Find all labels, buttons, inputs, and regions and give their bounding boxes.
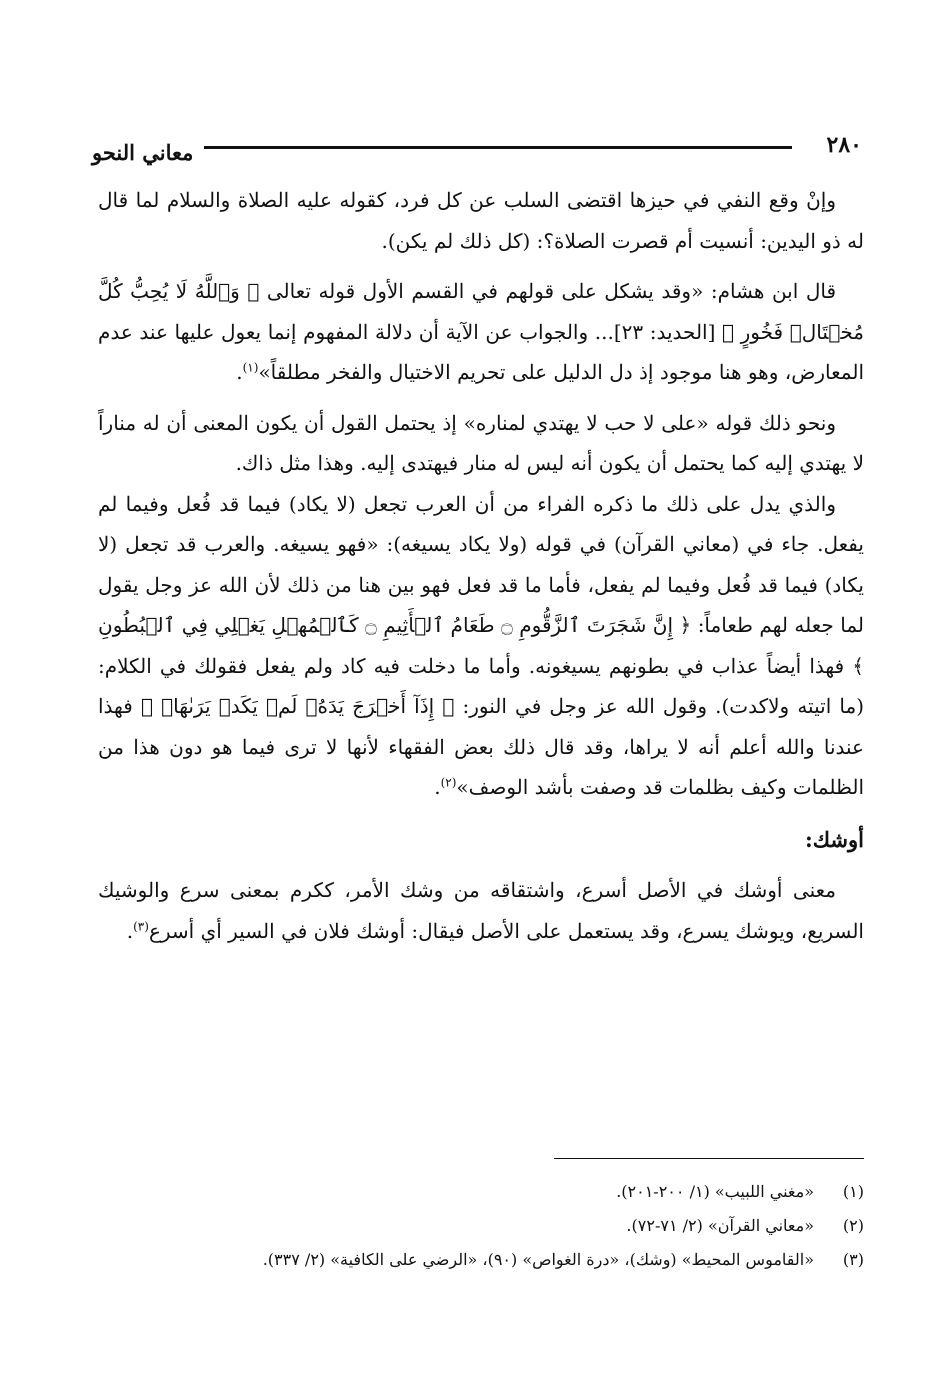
footnote-separator: [554, 1158, 864, 1159]
paragraph-ending: .: [126, 918, 134, 943]
footnote-text: «القاموس المحيط» (وشك)، «درة الغواص» (٩٠)، «الرضي على الكافية» (٢/ ٣٣٧).: [262, 1250, 814, 1269]
footnote-ref: (١): [242, 360, 259, 375]
footnote-text: «معاني القرآن» (٢/ ٧١-٧٢).: [626, 1216, 814, 1235]
paragraph-text: قال ابن هشام: «وقد يشكل على قولهم في القسم الأول قوله تعالى: [259, 279, 836, 303]
header-rule: [204, 146, 792, 149]
paragraph-text: فهذا أيضاً عذاب في بطونهم يسيغونه. وأما ما دخلت فيه كاد ولم يفعل فقولك في الكلام: (ما اتيته ولاكدت). وقول الله عز وجل في النور:: [98, 653, 864, 718]
paragraph-text: فهذا عندنا والله أعلم أنه لا يراها، وقد قال ذلك بعض الفقهاء لأنها لا ترى فيما هو دون هذا من الظلمات وكيف بظلمات قد وصفت بأشد الوصف»: [98, 694, 864, 799]
paragraph-text: ونحو ذلك قوله «على لا حب لا يهتدي لمناره» إذ يحتمل القول أن يكون المعنى أن له مناراً لا يهتدي إليه كما يحتمل أن يكون أنه ليس له منار فيهتدى إليه. وهذا مثل ذاك.: [98, 410, 864, 475]
paragraph-2: [98, 271, 864, 393]
footnote-item: [150, 1175, 864, 1209]
footnote-ref: (٣): [133, 918, 149, 933]
footnote-ref: (٢): [440, 775, 457, 790]
page-number: ٢٨٠: [826, 132, 862, 158]
footnotes: [150, 1158, 864, 1277]
paragraph-ending: .: [434, 775, 441, 799]
paragraph-text: والذي يدل على ذلك ما ذكره الفراء من أن العرب تجعل (لا يكاد) فيما قد فُعل وفيما لم يفعل. جاء في (معاني القرآن) في قوله (ولا يكاد يسيغه): «فهو يسيغه. والعرب قد تجعل (لا يكاد) فيما قد فُعل وفيما لم يفعل، فأما ما قد فعل فهو بين هنا من ذلك لأن الله عز وجل يقول لما جعله لهم طعاماً:: [98, 491, 864, 637]
footnote-item: [150, 1209, 864, 1243]
page-header: [92, 132, 862, 172]
running-title: معاني النحو: [92, 140, 194, 165]
quran-verse: ﴿ إِذَآ أَخۡرَجَ يَدَهُۥ لَمۡ يَكَدۡ يَرَىٰهَاۗ ﴾: [140, 694, 455, 718]
footnote-number: (٢): [842, 1216, 864, 1235]
footnote-text: «مغني اللبيب» (١/ ٢٠٠-٢٠١).: [616, 1182, 814, 1201]
quran-verse: ﴿ إِنَّ شَجَرَتَ ٱلزَّقُّومِ ۝ طَعَامُ ٱلۡأَثِيمِ ۝ كَٱلۡمُهۡلِ يَغۡلِي فِي ٱلۡبُطُونِ ﴾: [98, 613, 864, 678]
footnote-item: [150, 1243, 864, 1277]
paragraph-text: معنى أوشك في الأصل أسرع، واشتقاقه من وشك الأمر، ككرم بمعنى سرع والوشيك السريع، ويوشك يسرع، وقد يستعمل على الأصل فيقال: أوشك فلان في السير أي أسرع: [98, 878, 864, 943]
section-heading: أوشك:: [804, 826, 864, 852]
main-text: [98, 180, 864, 951]
footnote-number: (٣): [842, 1250, 864, 1269]
footnote-number: (١): [842, 1182, 864, 1201]
paragraph-4: [98, 484, 864, 808]
paragraph-text: وإنْ وقع النفي في حيزها اقتضى السلب عن كل فرد، كقوله عليه الصلاة والسلام لما قال له ذو اليدين: أنسيت أم قصرت الصلاة؟: (كل ذلك لم يكن).: [98, 188, 864, 253]
paragraph-ending: .: [236, 360, 243, 384]
section-paragraph: [98, 870, 864, 951]
paragraph-text: [الحديد: ٢٣]... والجواب عن الآية أن دلالة المفهوم إنما يعول عليها عند عدم المعارض، وهو هنا موجود إذ دل الدليل على تحريم الاختيال والفخر مطلقاً»: [98, 319, 864, 384]
paragraph-1: [98, 180, 864, 261]
paragraph-3: [98, 403, 864, 484]
quran-verse: ﴿ وَٱللَّهُ لَا يُحِبُّ كُلَّ مُخۡتَالٖ فَخُورٍ ﴾: [98, 279, 864, 344]
